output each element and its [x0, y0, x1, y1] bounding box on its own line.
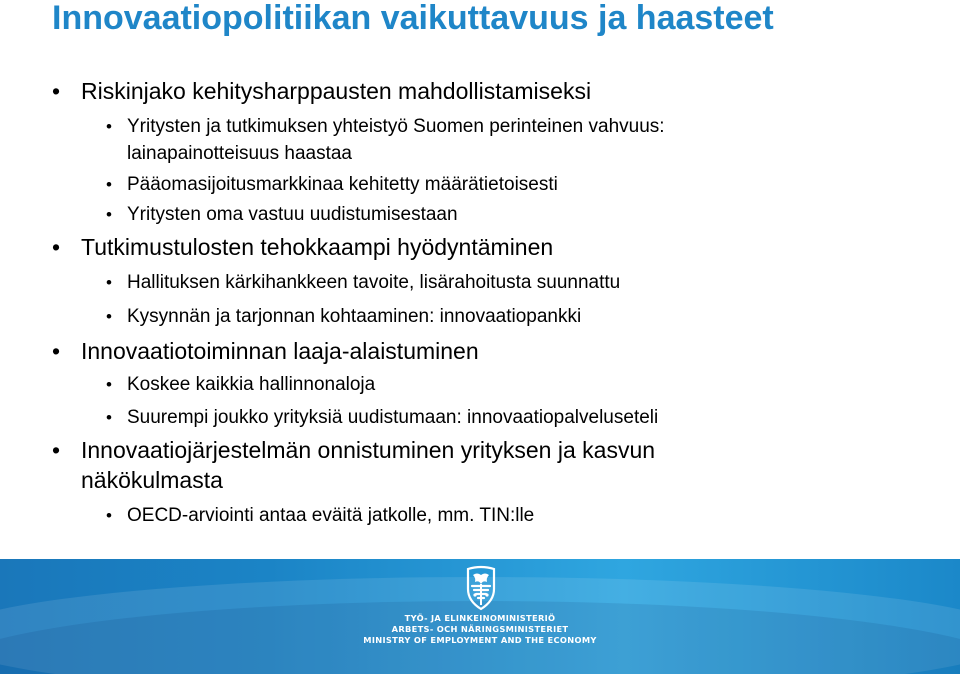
- bullet-icon: •: [106, 175, 112, 194]
- bullet-text: Tutkimustulosten tehokkaampi hyödyntäminen: [81, 234, 554, 260]
- ministry-name-fi: TYÖ- JA ELINKEINOMINISTERIÖ: [404, 613, 556, 623]
- bullet-icon: •: [106, 375, 112, 394]
- bullet-text: Innovaatiojärjestelmän onnistuminen yrityksen ja kasvun: [81, 437, 656, 463]
- bullet-text: OECD-arviointi antaa eväitä jatkolle, mm. TIN:lle: [127, 505, 535, 526]
- bullet-icon: •: [106, 408, 112, 427]
- bullet-text: Innovaatiotoiminnan laaja-alaistuminen: [81, 338, 479, 364]
- bullet-icon: •: [52, 437, 61, 463]
- bullet-icon: •: [106, 117, 112, 136]
- bullet-icon: •: [106, 205, 112, 224]
- ministry-name: [330, 613, 630, 646]
- bullet-text: Koskee kaikkia hallinnonaloja: [127, 374, 376, 395]
- bullet-continuation: [127, 140, 927, 167]
- bullet-text: Riskinjako kehitysharppausten mahdollistamiseksi: [81, 78, 592, 104]
- bullet-text: Suurempi joukko yrityksiä uudistumaan: innovaatiopalveluseteli: [127, 407, 659, 428]
- bullet-icon: •: [106, 307, 112, 326]
- ministry-name-en: MINISTRY OF EMPLOYMENT AND THE ECONOMY: [363, 635, 597, 645]
- bullet-item: [106, 269, 927, 296]
- bullet-item: [52, 76, 941, 106]
- bullet-item: [52, 232, 941, 262]
- bullet-text: Kysynnän ja tarjonnan kohtaaminen: innovaatiopankki: [127, 306, 582, 327]
- bullet-item: [106, 303, 927, 330]
- bullet-item: [106, 502, 927, 529]
- bullet-text: Hallituksen kärkihankkeen tavoite, lisärahoitusta suunnattu: [127, 272, 621, 293]
- bullet-item: [106, 371, 927, 398]
- bullet-icon: •: [52, 338, 61, 364]
- bullet-item: [52, 336, 941, 366]
- bullet-text: Yritysten ja tutkimuksen yhteistyö Suomen perinteinen vahvuus:: [127, 116, 665, 137]
- ministry-name-sv: ARBETS- OCH NÄRINGSMINISTERIET: [391, 624, 569, 634]
- bullet-icon: •: [106, 273, 112, 292]
- bullet-item: [106, 113, 927, 140]
- ministry-footer-banner: [0, 559, 960, 674]
- bullet-item: [106, 404, 927, 431]
- bullet-item: [106, 201, 927, 228]
- bullet-continuation: [81, 465, 941, 495]
- bullet-icon: •: [106, 506, 112, 525]
- slide-title: Innovaatiopolitiikan vaikuttavuus ja haasteet: [52, 0, 774, 37]
- bullet-text: näkökulmasta: [81, 467, 223, 493]
- bullet-item: [106, 171, 927, 198]
- bullet-text: Pääomasijoitusmarkkinaa kehitetty määrätietoisesti: [127, 174, 558, 195]
- bullet-icon: •: [52, 234, 61, 260]
- finnish-lion-crest-icon: [462, 565, 500, 615]
- bullet-text: Yritysten oma vastuu uudistumisestaan: [127, 204, 458, 225]
- bullet-text: lainapainotteisuus haastaa: [127, 143, 353, 164]
- bullet-item: [52, 435, 941, 465]
- bullet-icon: •: [52, 78, 61, 104]
